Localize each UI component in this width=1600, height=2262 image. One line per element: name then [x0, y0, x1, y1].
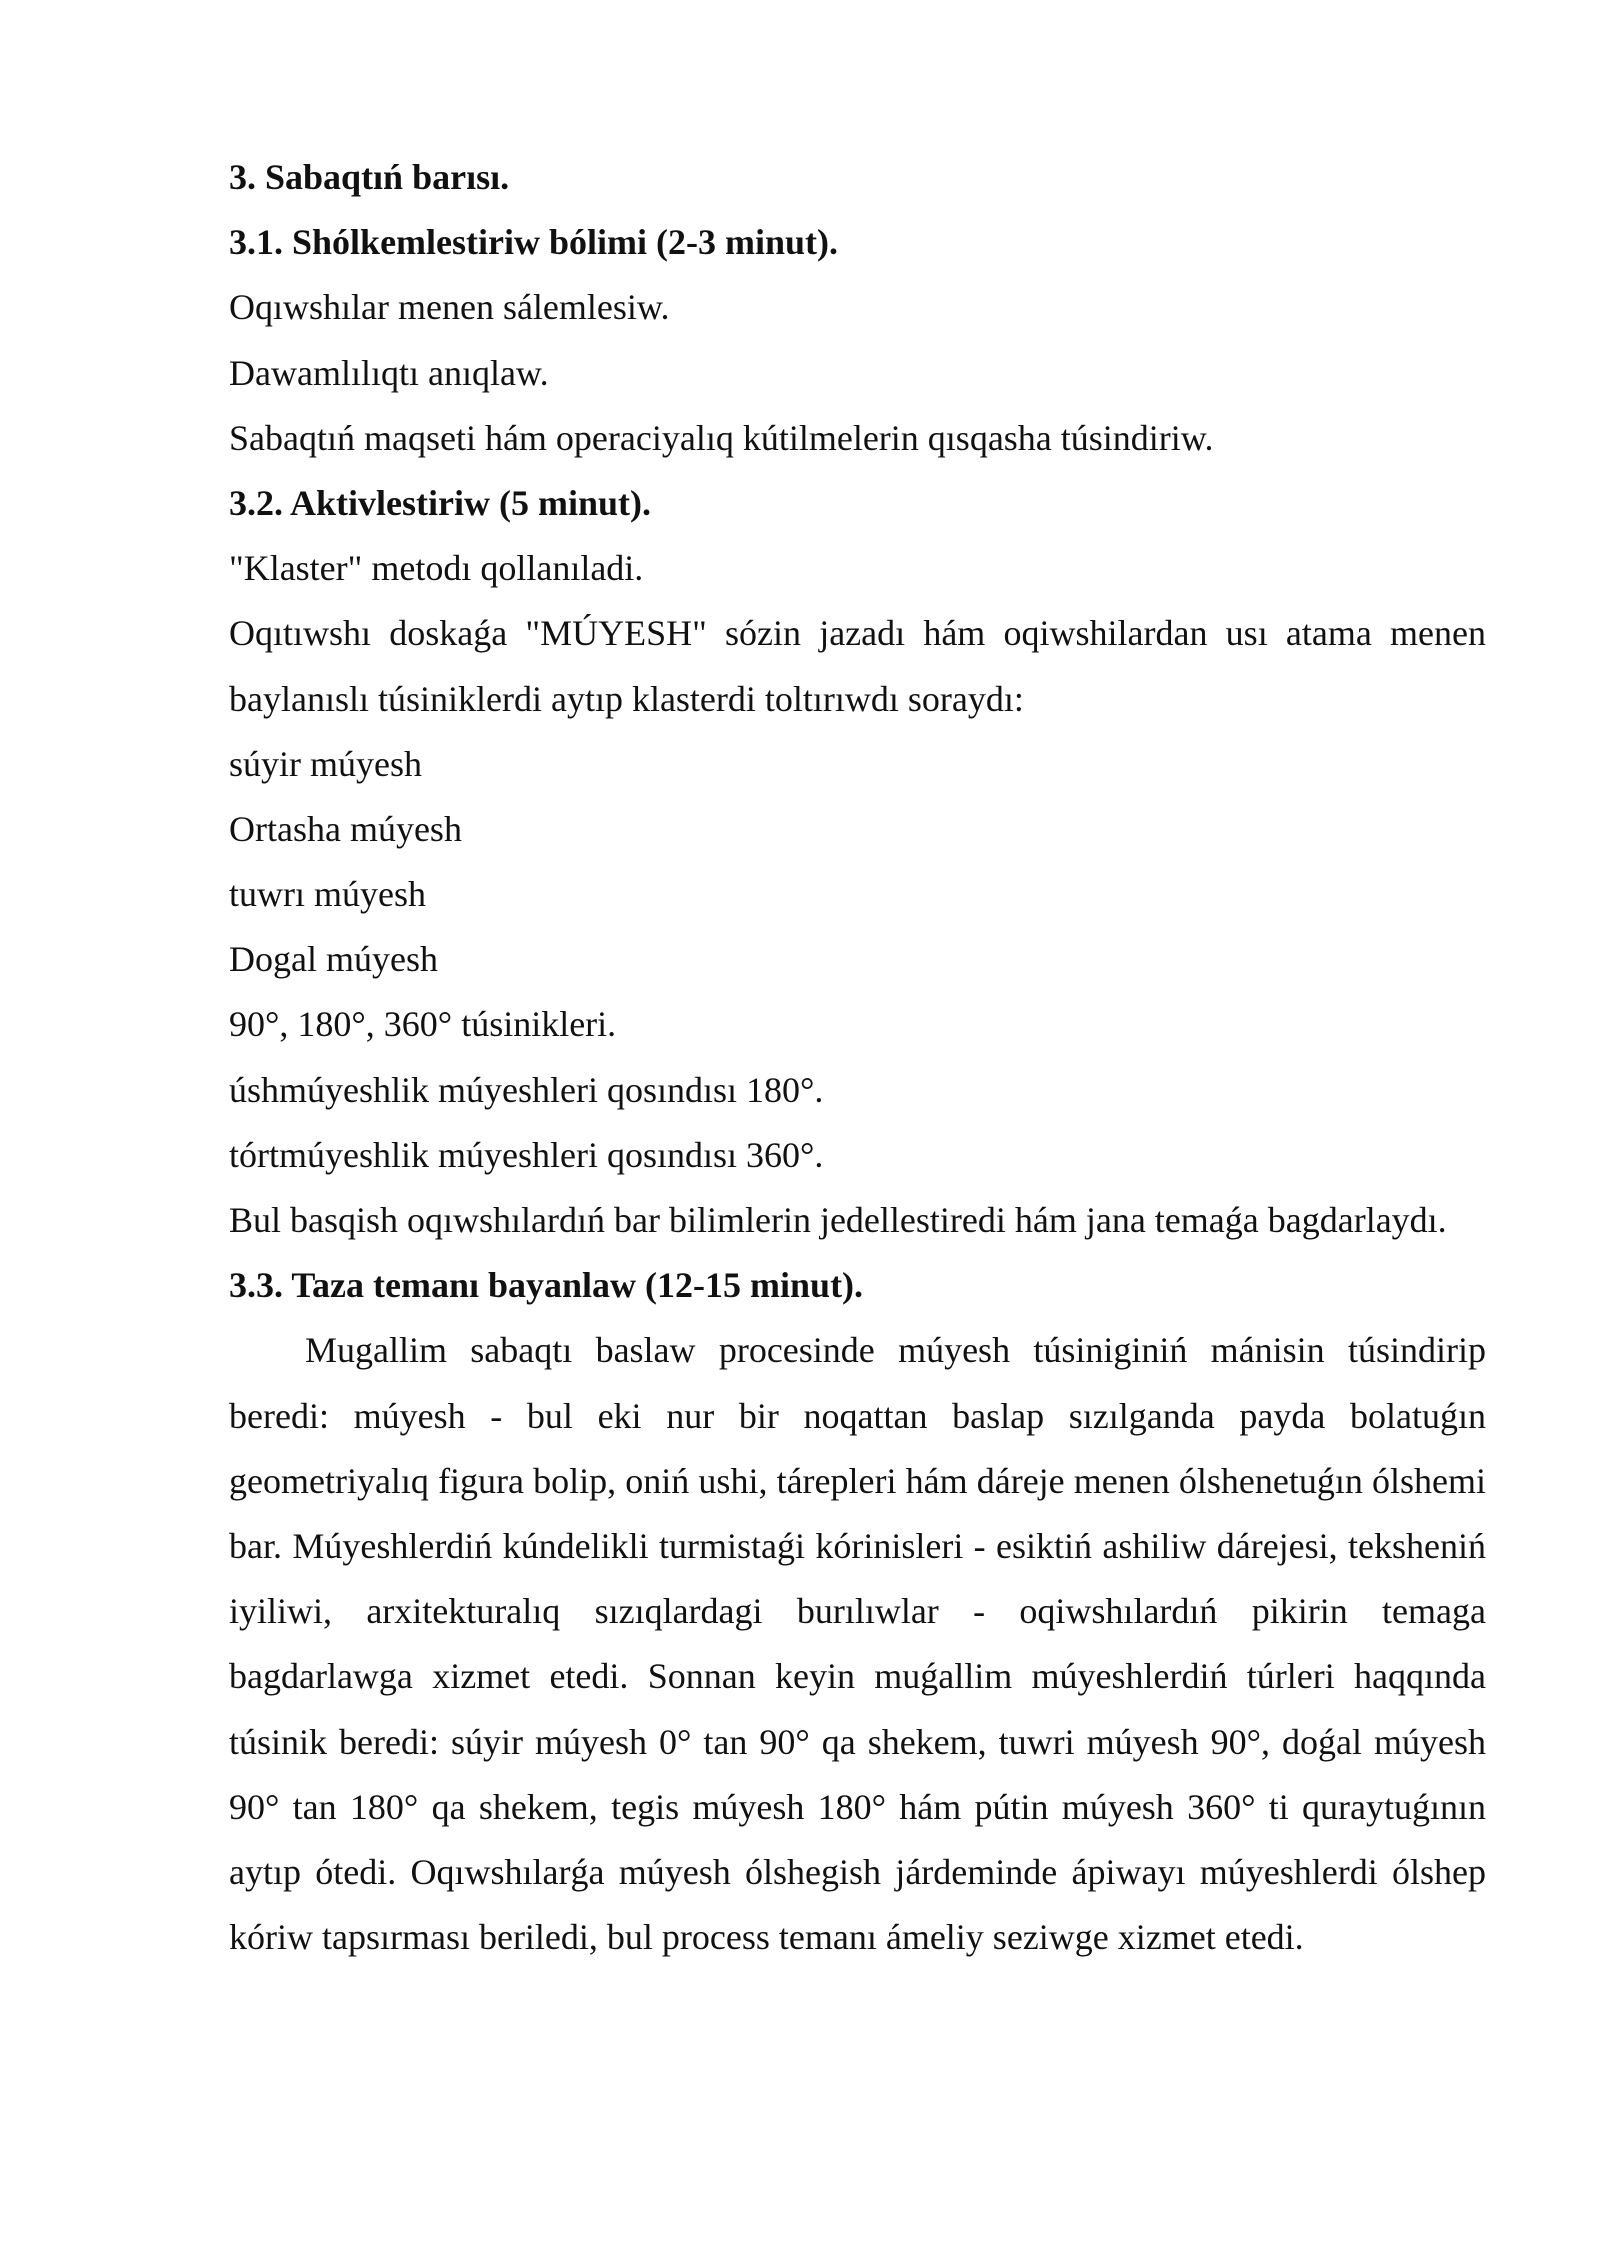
summary-line: Bul basqish oqıwshılardıń bar bilimlerin jedellestiredi hám jana temaǵa bagdarlaydı.: [229, 1200, 1447, 1241]
cluster-item: Dogal múyesh: [229, 939, 438, 980]
cluster-item: 90°, 180°, 360° túsinikleri.: [229, 1004, 617, 1045]
section-title: 3. Sabaqtıń barısı.: [229, 157, 510, 197]
document-page: [229, 145, 1486, 1970]
intro-paragraph: Oqıtıwshı doskaǵa "MÚYESH" sózin jazadı hám oqiwshilardan usı atama menen baylanıslı túsiniklerdi aytıp klasterdi toltırıwdı soraydı:: [229, 613, 1486, 719]
method-line: "Klaster" metodı qollanıladi.: [229, 548, 644, 589]
cluster-item: súyir múyesh: [229, 743, 422, 784]
text-line: Dawamlılıqtı anıqlaw.: [229, 352, 549, 393]
cluster-item: úshmúyeshlik múyeshleri qosındısı 180°.: [229, 1069, 824, 1110]
cluster-item: Ortasha múyesh: [229, 808, 462, 849]
body-paragraph: Mugallim sabaqtı baslaw procesinde múyesh túsiniginiń mánisin túsindirip beredi: múyesh - bul eki nur bir noqattan baslap sızılganda payda bolatuǵın geometriyalıq figura bolip, oniń ushi, tárepleri hám dáreje menen ólshenetuǵın ólshemi bar. Múyeshlerdiń kúndelikli turmistaǵi kórinisleri - esiktiń ashiliw dárejesi, teksheniń iyiliwi, arxitekturalıq sızıqlardagi burılıwlar - oqiwshılardıń pikirin temaga bagdarlawga xizmet etedi. Sonnan keyin muǵallim múyeshlerdiń túrleri haqqında túsinik beredi: súyir múyesh 0° tan 90° qa shekem, tuwri múyesh 90°, doǵal múyesh 90° tan 180° qa shekem, tegis múyesh 180° hám pútin múyesh 360° ti quraytuǵının aytıp ótedi. Oqıwshılarǵa múyesh ólshegish járdeminde ápiwayı múyeshlerdi ólshep kóriw tapsırması beriledi, bul process temanı ámeliy seziwge xizmet etedi.: [229, 1330, 1486, 1958]
cluster-item: tórtmúyeshlik múyeshleri qosındısı 360°.: [229, 1134, 824, 1175]
heading-3-1: 3.1. Shólkemlestiriw bólimi (2-3 minut).: [229, 222, 838, 263]
text-line: Sabaqtıń maqseti hám operaciyalıq kútilmelerin qısqasha túsindiriw.: [229, 417, 1214, 458]
cluster-item: tuwrı múyesh: [229, 874, 426, 915]
heading-3-3: 3.3. Taza temanı bayanlaw (12-15 minut).: [229, 1265, 864, 1306]
heading-3-2: 3.2. Aktivlestiriw (5 minut).: [229, 482, 651, 523]
text-line: Oqıwshılar menen sálemlesiw.: [229, 287, 670, 328]
